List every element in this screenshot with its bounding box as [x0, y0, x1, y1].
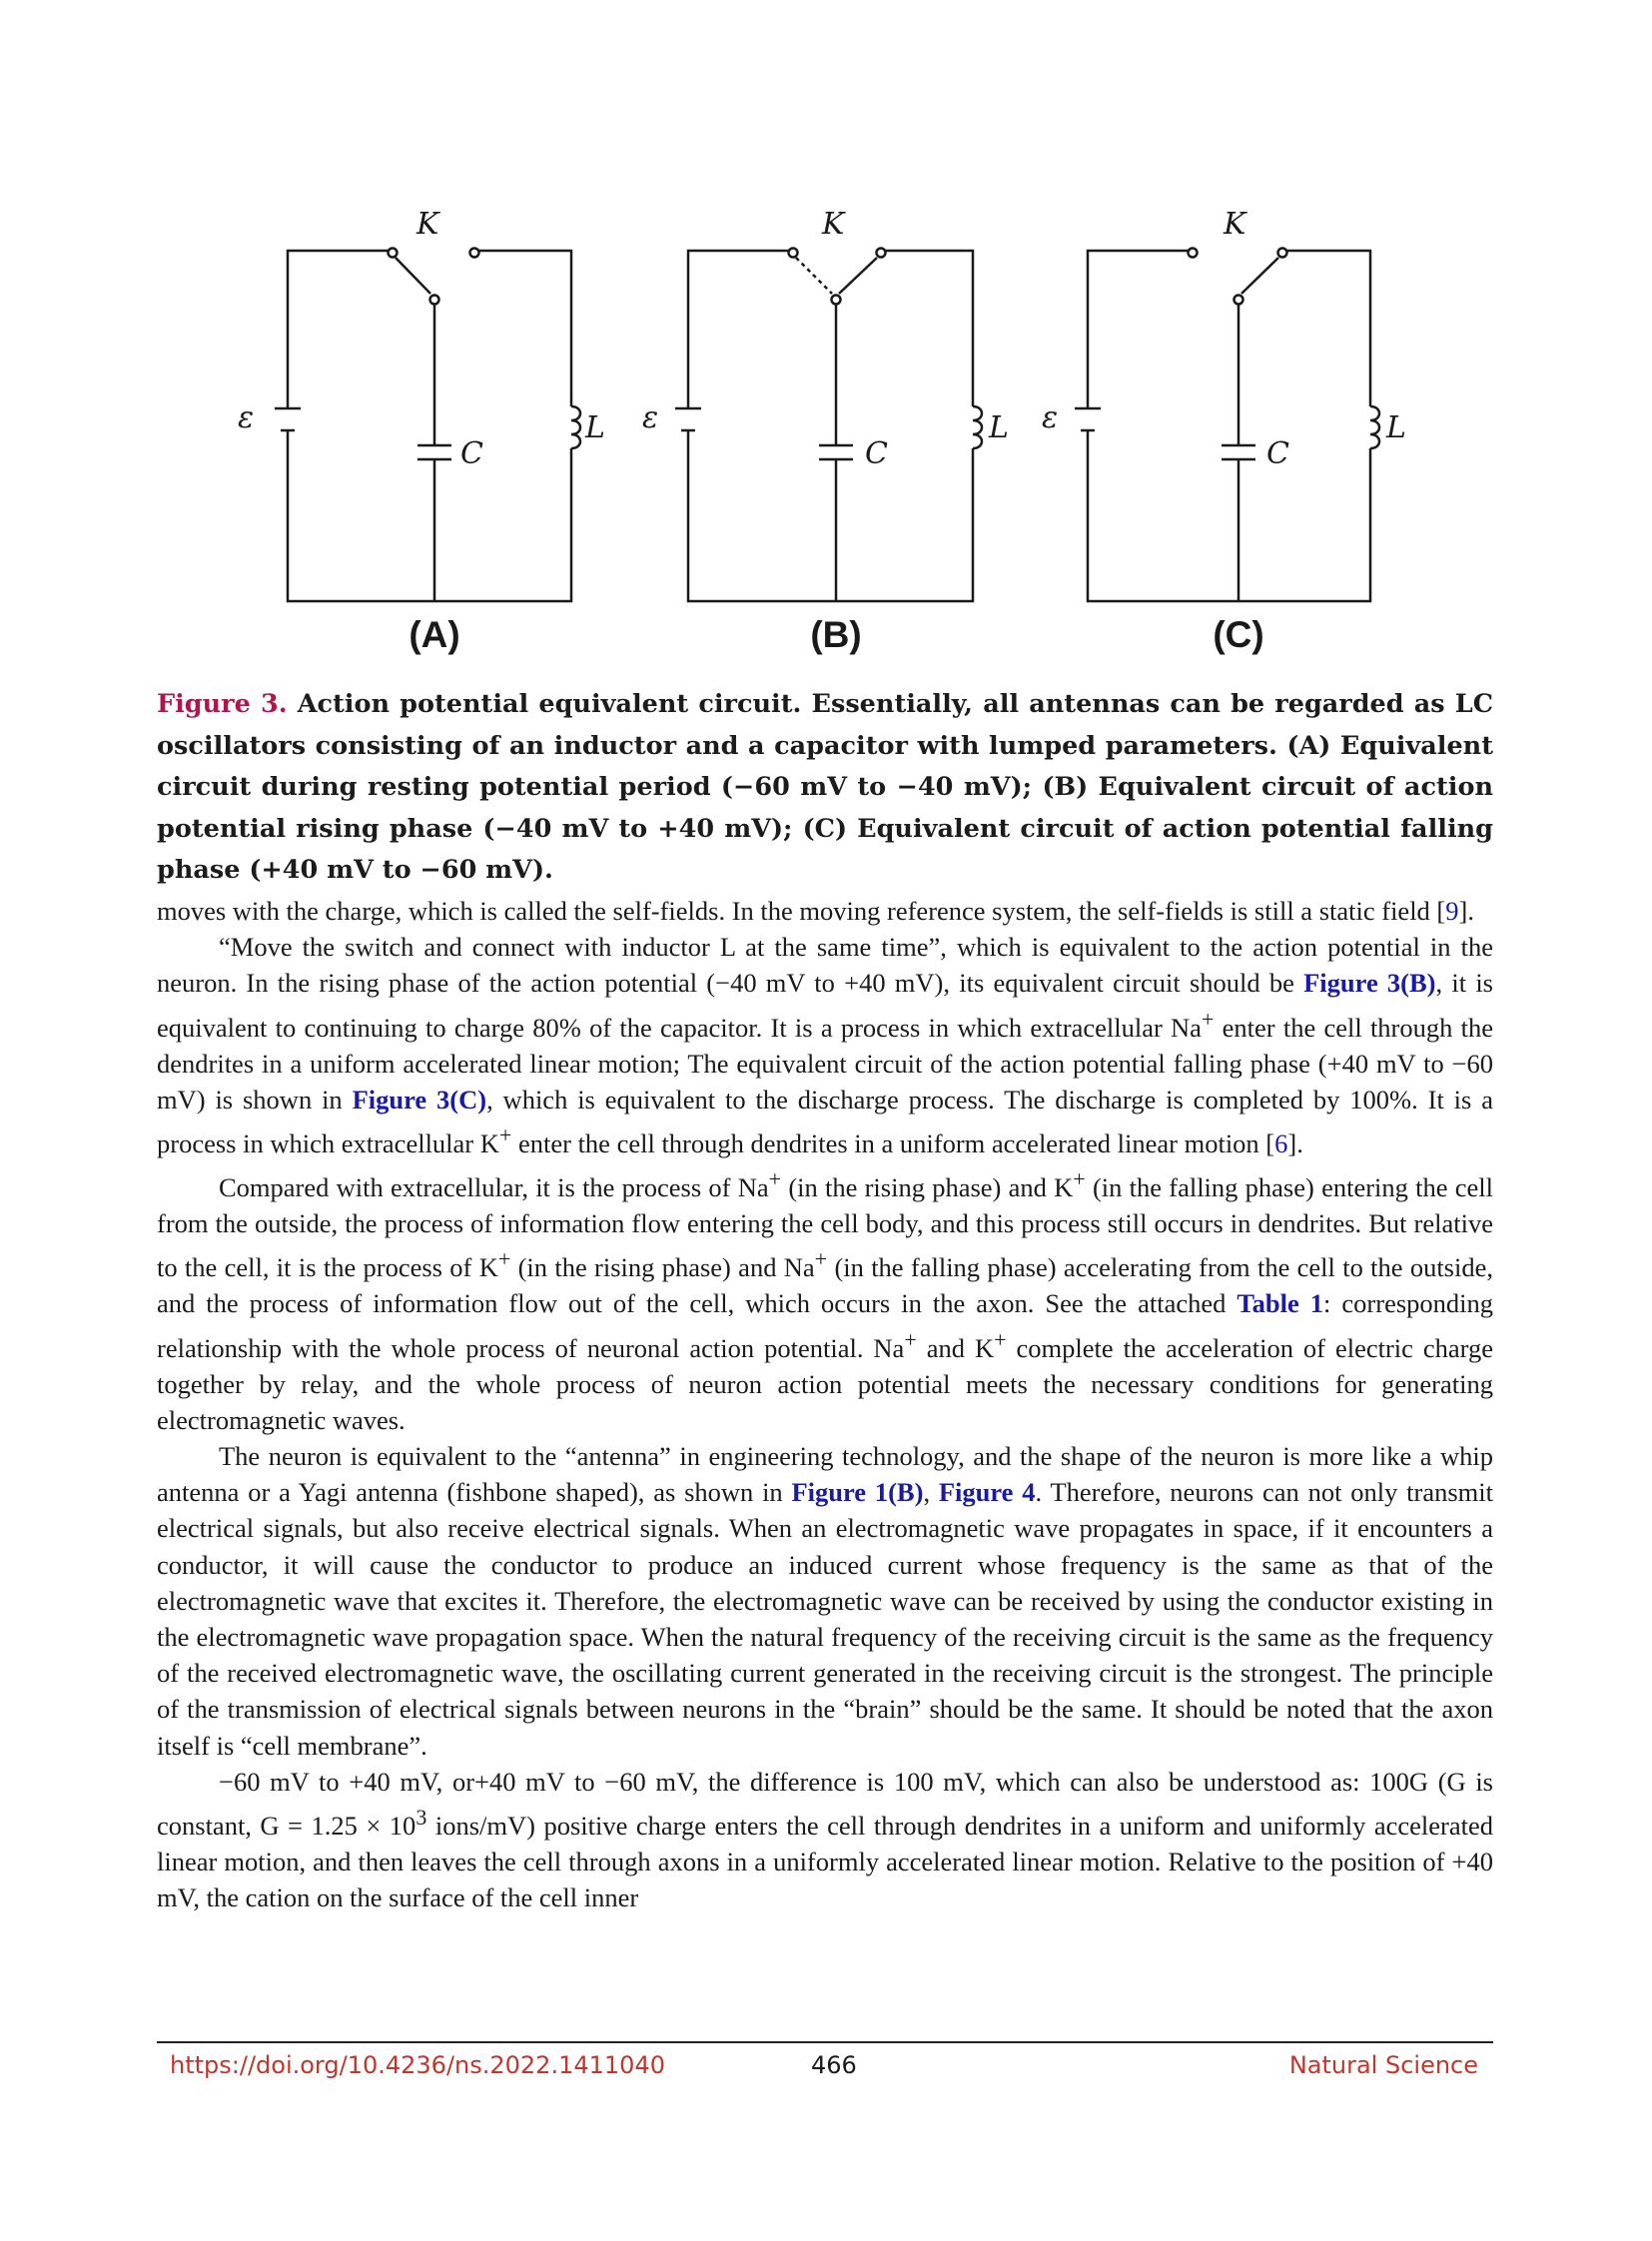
footer-page-number: 466 — [811, 2051, 857, 2079]
capacitor-label-b: C — [865, 436, 888, 471]
circuit-a — [275, 249, 580, 602]
figure-link[interactable]: Figure 3(C) — [352, 1084, 487, 1115]
paragraph-1 — [157, 893, 1493, 929]
circuit-diagram — [0, 190, 1652, 669]
figure-link[interactable]: Figure 4 — [938, 1477, 1036, 1508]
battery-label-a: ε — [238, 400, 255, 435]
body-text — [157, 893, 1493, 1915]
text-run: The neuron is equivalent to the “antenna” in engineering technology, and the shape of the neuron is more like a whip antenna or a Yagi antenna (fishbone shaped), as shown in — [157, 1440, 1493, 1508]
inductor-label-b: L — [989, 410, 1009, 445]
text-run: (in the falling phase) entering the cell from the outside, the process of information flow entering the cell body, and this process still occurs in dendrites. But relative to the cell, it is the process of K — [157, 1171, 1493, 1283]
figure-caption-label: Figure 3. — [157, 689, 288, 719]
text-run: complete the acceleration of electric charge together by relay, and the whole process of neuron action potential meets the necessary conditions for generating electromagnetic waves. — [157, 1332, 1494, 1435]
circuit-b — [675, 249, 982, 602]
text-run: , which is equivalent to the discharge process. The discharge is completed by 100%. It is a process in which extracellular K — [157, 1084, 1493, 1158]
ion-superscript: + — [497, 1246, 511, 1272]
text-run: −60 mV to +40 mV, or+40 mV to −60 mV, the difference is 100 mV, which can also be understood as: 100G (G is constant, G = 1.25 × 10 — [157, 1766, 1493, 1841]
exponent: 3 — [415, 1805, 427, 1831]
text-run: (in the rising phase) and Na — [510, 1252, 815, 1283]
panel-label-b: (B) — [810, 614, 862, 655]
figure-link[interactable]: Figure 3(B) — [1303, 968, 1436, 999]
text-run: and K — [916, 1332, 995, 1363]
text-run: ]. — [1458, 896, 1474, 926]
reference-link[interactable]: 6 — [1274, 1127, 1288, 1158]
ion-superscript: + — [994, 1326, 1007, 1352]
ion-superscript: + — [498, 1122, 512, 1148]
text-run: (in the rising phase) and K — [781, 1171, 1074, 1202]
battery-label-b: ε — [642, 400, 659, 435]
figure-caption-text: Action potential equivalent circuit. Essentially, all antennas can be regarded as LC oscillators consisting of an inductor and a capacitor with lumped parameters. (A) Equivalent circuit during resting potential period (−60 mV to −40 mV); (B) Equivalent circuit of action potential rising phase (−40 mV to +40 mV); (C) Equivalent circuit of action potential falling phase (+40 mV to −60 mV). — [157, 689, 1493, 885]
text-run: “Move the switch and connect with inductor L at the same time”, which is equivalent to the action potential in the neuron. In the rising phase of the action potential (−40 mV to +40 mV), its equivalent circuit should be — [157, 932, 1493, 999]
footer-doi-link[interactable]: https://doi.org/10.4236/ns.2022.1411040 — [170, 2051, 665, 2079]
footer-rule — [157, 2041, 1493, 2043]
figure-3 — [0, 190, 1652, 669]
inductor-label-a: L — [585, 410, 605, 445]
ion-superscript: + — [1201, 1006, 1215, 1032]
ion-superscript: + — [768, 1166, 782, 1192]
text-run: Compared with extracellular, it is the process of Na — [219, 1171, 769, 1202]
text-run: enter the cell through dendrites in a uniform accelerated linear motion [ — [511, 1127, 1275, 1158]
paragraph-2 — [157, 929, 1493, 1161]
figure-caption — [157, 684, 1493, 892]
capacitor-label-a: C — [460, 436, 483, 471]
reference-link[interactable]: 9 — [1445, 896, 1459, 926]
text-run: ions/mV) positive charge enters the cell through dendrites in a uniform and uniformly accelerated linear motion, and then leaves the cell through axons in a uniformly accelerated linear motion. Relative to the position of +40 mV, the cation on the surface of the cell inner — [157, 1810, 1494, 1913]
paragraph-5 — [157, 1764, 1493, 1916]
ion-superscript: + — [814, 1246, 828, 1272]
text-run: , — [923, 1477, 939, 1508]
panel-label-c: (C) — [1213, 614, 1264, 655]
text-run: (in the falling phase) accelerating from the cell to the outside, and the process of information flow out of the cell, which occurs in the axon. See the attached — [157, 1252, 1493, 1319]
text-run: enter the cell through the dendrites in a uniform accelerated linear motion; The equivalent circuit of the action potential falling phase (+40 mV to −60 mV) is shown in — [157, 1012, 1493, 1115]
inductor-label-c: L — [1386, 410, 1406, 445]
footer-journal-name: Natural Science — [1288, 2051, 1478, 2079]
paragraph-4 — [157, 1438, 1493, 1764]
panel-label-a: (A) — [409, 614, 460, 655]
ion-superscript: + — [904, 1326, 917, 1352]
text-run: : corresponding relationship with the whole process of neuronal action potential. Na — [157, 1288, 1494, 1363]
text-run: . Therefore, neurons can not only transmit electrical signals, but also receive electrical signals. When an electromagnetic wave propagates in space, if it encounters a conductor, it will cause the conductor to produce an induced current whose frequency is the same as that of the electromagnetic wave that excites it. Therefore, the electromagnetic wave can be received by using the conductor existing in the electromagnetic wave propagation space. When the natural frequency of the receiving circuit is the same as the frequency of the received electromagnetic wave, the oscillating current generated in the receiving circuit is the strongest. The principle of the transmission of electrical signals between neurons in the “brain” should be the same. It should be noted that the axon itself is “cell membrane”. — [157, 1477, 1493, 1761]
battery-label-c: ε — [1042, 400, 1059, 435]
switch-label-c: K — [1224, 207, 1246, 242]
switch-label-b: K — [822, 207, 845, 242]
text-run: , it is equivalent to continuing to charge 80% of the capacitor. It is a process in which extracellular Na — [157, 968, 1493, 1043]
figure-link[interactable]: Figure 1(B) — [791, 1477, 924, 1508]
text-run: moves with the charge, which is called the self-fields. In the moving reference system, the self-fields is still a static field [ — [157, 896, 1446, 926]
circuit-c — [1075, 249, 1379, 602]
ion-superscript: + — [1073, 1166, 1086, 1192]
paragraph-3 — [157, 1161, 1493, 1438]
capacitor-label-c: C — [1266, 436, 1289, 471]
table-link[interactable]: Table 1 — [1237, 1288, 1324, 1319]
switch-label-a: K — [416, 207, 439, 242]
text-run: ]. — [1287, 1127, 1303, 1158]
